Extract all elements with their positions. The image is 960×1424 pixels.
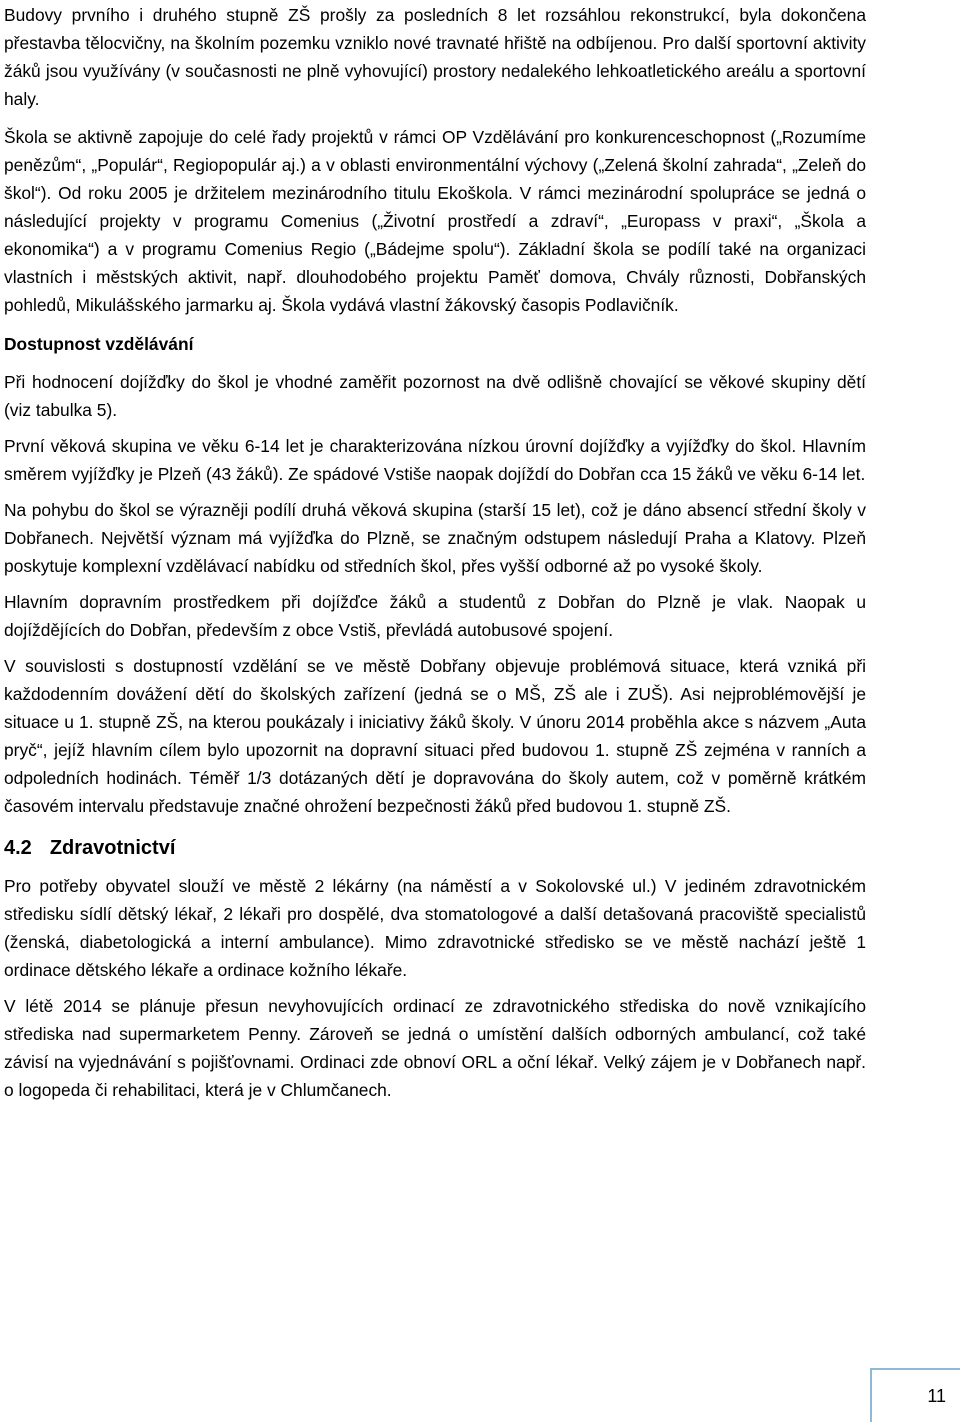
section-heading-zdravotnictvi bbox=[4, 834, 866, 862]
paragraph-traffic-situation: V souvislosti s dostupností vzdělání se ve městě Dobřany objevuje problémová situace, která vzniká při každodenním dovážení dětí do školských zařízení (jedná se o MŠ, ZŠ ale i ZUŠ). Asi nejproblémovější je situace u 1. stupně ZŠ, na kterou poukázaly i iniciativy žáků školy. V únoru 2014 proběhla akce s názvem „Auta pryč“, jejíž hlavním cílem bylo upozornit na dopravní situaci před budovou 1. stupně ZŠ zejména v ranních a odpoledních hodinách. Téměř 1/3 dotázaných dětí je dopravována do školy autem, což v poměrně krátkém časovém intervalu představuje značné ohrožení bezpečnosti žáků před budovou 1. stupně ZŠ. bbox=[4, 656, 866, 816]
page-number-box bbox=[870, 1368, 960, 1422]
page-number: 11 bbox=[927, 1386, 946, 1406]
section-title: Zdravotnictví bbox=[49, 837, 176, 859]
paragraph-transport-means: Hlavním dopravním prostředkem při dojížďce žáků a studentů z Dobřan do Plzně je vlak. Naopak u dojíždějících do Dobřan, především z obce Vstiš, převládá autobusové spojení. bbox=[4, 592, 866, 640]
paragraph-facilities: Budovy prvního i druhého stupně ZŠ prošly za posledních 8 let rozsáhlou rekonstrukcí, byla dokončena přestavba tělocvičny, na školním pozemku vzniklo nové travnaté hřiště na odbíjenou. Pro další sportovní aktivity žáků jsou využívány (v současnosti ne plně vyhovující) prostory nedalekého lehkoatletického areálu a sportovní haly. bbox=[4, 5, 866, 109]
paragraph-dojizdka-intro: Při hodnocení dojížďky do škol je vhodné zaměřit pozornost na dvě odlišně chovající se věkové skupiny dětí (viz tabulka 5). bbox=[4, 372, 866, 420]
paragraph-first-age-group: První věková skupina ve věku 6-14 let je charakterizována nízkou úrovní dojížďky a vyjížďky do škol. Hlavním směrem vyjížďky je Plzeň (43 žáků). Ze spádové Vstiše naopak dojíždí do Dobřan cca 15 žáků ve věku 6-14 let. bbox=[4, 436, 866, 484]
paragraph-healthcare-relocation: V létě 2014 se plánuje přesun nevyhovujících ordinací ze zdravotnického střediska do nově vznikajícího střediska nad supermarketem Penny. Zároveň se jedná o umístění dalších odborných ambulancí, což také závisí na vyjednávání s pojišťovnami. Ordinaci zde obnoví ORL a oční lékař. Velký zájem je v Dobřanech např. o logopeda či rehabilitaci, která je v Chlumčanech. bbox=[4, 996, 866, 1100]
paragraph-second-age-group: Na pohybu do škol se výrazněji podílí druhá věková skupina (starší 15 let), což je dáno absencí střední školy v Dobřanech. Největší význam má vyjížďka do Plzně, se značným odstupem následují Praha a Klatovy. Plzeň poskytuje komplexní vzdělávací nabídku od středních škol, přes vyšší odborné až po vysoké školy. bbox=[4, 500, 866, 576]
heading-dostupnost-vzdelavani: Dostupnost vzdělávání bbox=[4, 334, 194, 354]
section-number: 4.2 bbox=[4, 837, 32, 859]
paragraph-healthcare-facilities: Pro potřeby obyvatel slouží ve městě 2 lékárny (na náměstí a v Sokolovské ul.) V jediném zdravotnickém středisku sídlí dětský lékař, 2 lékaři pro dospělé, dva stomatologové a další detašovaná pracoviště specialistů (ženská, diabetologická a interní ambulance). Mimo zdravotnické středisko se ve městě nachází ještě 1 ordinace dětského lékaře a ordinace kožního lékaře. bbox=[4, 876, 866, 980]
document-page bbox=[4, 0, 866, 1104]
paragraph-projects: Škola se aktivně zapojuje do celé řady projektů v rámci OP Vzdělávání pro konkurenceschopnost („Rozumíme penězům“, „Populár“, Regiopopulár aj.) a v oblasti environmentální výchovy („Zelená školní zahrada“, „Zeleň do škol“). Od roku 2005 je držitelem mezinárodního titulu Ekoškola. V rámci mezinárodní spolupráce se jedná o následující projekty v programu Comenius („Životní prostředí a zdraví“, „Europass v praxi“, „Škola a ekonomika“) a v programu Comenius Regio („Bádejme spolu“). Základní škola se podílí také na organizaci vlastních i městských aktivit, např. dlouhodobého projektu Paměť domova, Chvály různosti, Dobřanských pohledů, Mikulášského jarmarku aj. Škola vydává vlastní žákovský časopis Podlavičník. bbox=[4, 127, 866, 315]
